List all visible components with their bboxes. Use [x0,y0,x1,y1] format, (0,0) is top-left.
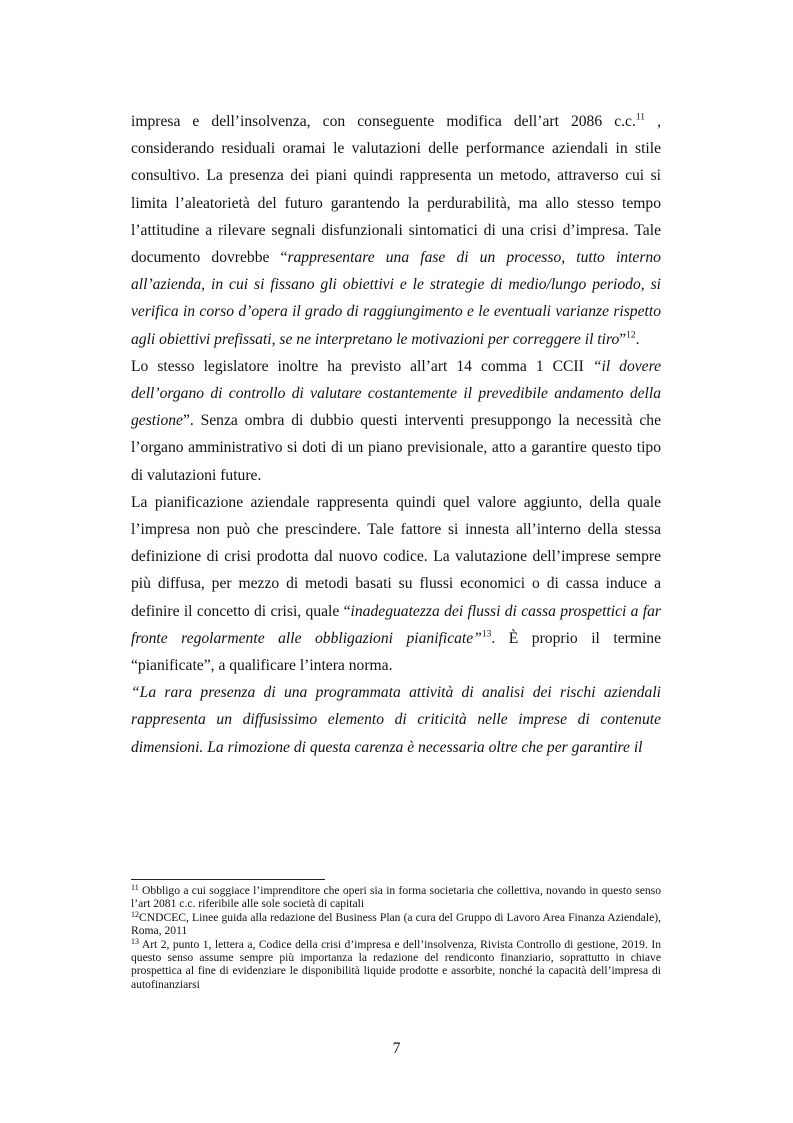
text-run: La pianificazione aziendale rappresenta quindi quel valore aggiunto, della quale l’impresa non può che prescindere. Tale fattore si innesta all’interno della stessa definizione di crisi prodotta dal nuovo codice. La valutazione dell’imprese sempre più diffusa, per mezzo di metodi basati su flussi economici o di cassa induce a definire il concetto di crisi, quale “ [131,493,661,620]
text-run: Lo stesso legislatore inoltre ha previsto all’art 14 comma 1 CCII [131,357,593,375]
footnote-ref-11[interactable]: 11 [635,112,646,123]
footnote-11 [131,884,661,911]
paragraph-1 [131,108,661,353]
footnote-ref-13[interactable]: 13 [481,629,492,640]
footnote-separator [131,879,325,880]
paragraph-2 [131,353,661,489]
text-run: , considerando residuali oramai le valutazioni delle performance aziendali in stile consultivo. La presenza dei piani quindi rappresenta un metodo, attraverso cui si limita l’aleatorietà del futuro garantendo la perdurabilità, ma allo stesso tempo l’attitudine a rilevare segnali disfunzionali sintomatici di una crisi d’impresa. Tale documento dovrebbe “ [131,113,661,267]
footnote-number: 11 [131,883,139,892]
text-run: ” [619,330,627,348]
text-run: . [635,330,640,348]
paragraph-3 [131,489,661,679]
body-text [131,108,661,761]
block-quote: “La rara presenza di una programmata attività di analisi dei rischi aziendali rappresenta un diffusissimo elemento di criticità nelle imprese di contenute dimensioni. La rimozione di questa carenza è necessaria oltre che per garantire il [131,684,661,756]
footnote-text: Art 2, punto 1, lettera a, Codice della crisi d’impresa e dell’insolvenza, Rivista Controllo di gestione, 2019. In questo senso assume sempre più importanza la redazione del rendiconto finanziario, soprattutto in chiave prospettica al fine di evidenziare le disponibilità liquide prodotte e assorbite, nonché la capacità dell’impresa di autofinanziarsi [131,937,661,991]
italic-quote: inadeguatezza dei flussi di cassa prospettici a far fronte regolarmente alle obbligazioni pianificate” [131,602,661,647]
footnote-12 [131,911,661,938]
footnote-13 [131,938,661,992]
text-run: . È proprio il termine “pianificate”, a qualificare l’intera norma. [131,629,661,675]
italic-quote: rappresentare una fase di un processo, tutto interno all’azienda, in cui si fissano gli obiettivi e le strategie di medio/lungo periodo, si verifica in corso d’opera il grado di raggiungimento e le eventuali varianze rispetto agli obiettivi prefissati, se ne interpretano le motivazioni per correggere il tiro [131,249,661,348]
text-run: impresa e dell’insolvenza, con conseguente modifica dell’art 2086 c.c. [131,113,636,130]
page-number: 7 [392,1040,401,1057]
footnotes [131,884,661,991]
text-run: ”. Senza ombra di dubbio questi interventi presuppongo la necessità che l’organo amministrativo si doti di un piano previsionale, atto a garantire questo tipo di valutazioni future. [131,412,661,484]
footnote-text: Obbligo a cui soggiace l’imprenditore che operi sia in forma societaria che collettiva, novando in questo senso l’art 2081 c.c. riferibile alle sole società di capitali [131,884,661,911]
footnote-number: 13 [131,936,139,946]
footnote-text: CNDCEC, Linee guida alla redazione del Business Plan (a cura del Gruppo di Lavoro Area Finanza Aziendale), Roma, 2011 [131,910,661,938]
footnote-ref-12[interactable]: 12 [626,329,636,340]
italic-quote: “il dovere dell’organo di controllo di valutare costantemente il prevedibile andamento della gestione [131,357,661,430]
footnote-number: 12 [131,909,139,919]
